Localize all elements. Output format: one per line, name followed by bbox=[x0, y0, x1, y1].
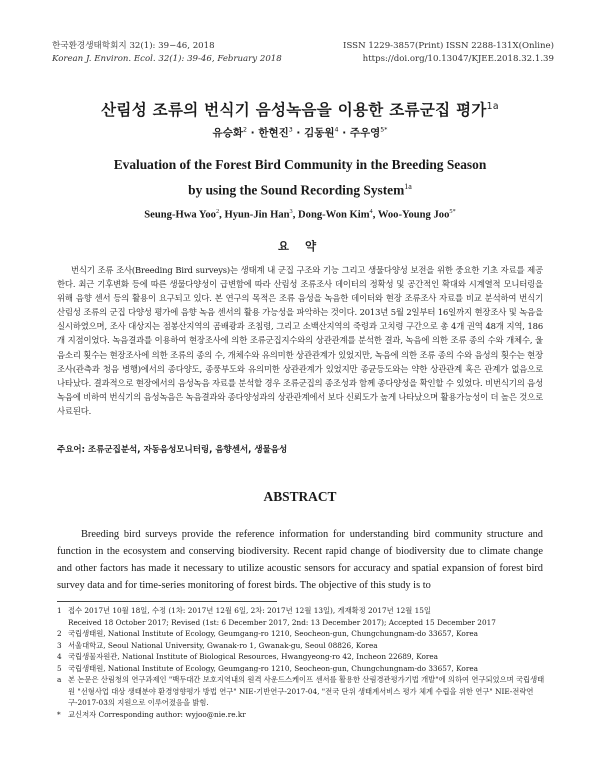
footnote-mark: 2 bbox=[57, 629, 62, 638]
footnote-text[interactable]: 교신저자 Corresponding author: wyjoo@nie.re.kr bbox=[68, 709, 246, 719]
author-separator: · bbox=[342, 127, 347, 139]
author-en-sup: 2 bbox=[215, 208, 220, 215]
footnote-item bbox=[57, 628, 548, 640]
title-english-line2: by using the Sound Recording System bbox=[188, 182, 405, 198]
footnote-mark: 1 bbox=[57, 606, 62, 615]
author-en: Hyun-Jin Han bbox=[224, 209, 290, 221]
title-english-line1: Evaluation of the Forest Bird Community in the Breeding Season bbox=[113, 157, 487, 172]
footnotes bbox=[57, 605, 548, 720]
footnote-item bbox=[57, 640, 548, 652]
footnote-mark: 5 bbox=[57, 663, 62, 673]
author-en-sup: 3 bbox=[289, 208, 293, 215]
footnote-divider bbox=[57, 601, 277, 602]
author-kr: 한현진 bbox=[258, 127, 289, 139]
footnote-item bbox=[57, 651, 548, 663]
journal-name-en: Korean J. Environ. Ecol. 32(1): 39-46, February 2018 bbox=[52, 54, 282, 64]
author-en: Dong-Won Kim bbox=[298, 209, 370, 221]
footnote-text: 서울대학교, Seoul National University, Gwanak-ro 1, Gwanak-gu, Seoul 08826, Korea bbox=[68, 640, 378, 650]
footnote-text: Received 18 October 2017; Revised (1st: 6 December 2017, 2nd: 13 December 2017); Accepted 15 December 2017 bbox=[68, 617, 496, 627]
issn: ISSN 1229-3857(Print) ISSN 2288-131X(Online) bbox=[343, 41, 554, 51]
section-heading-korean: 요 약 bbox=[277, 239, 323, 253]
title-korean bbox=[0, 98, 600, 120]
footnote-item bbox=[57, 605, 548, 628]
footnote-mark: * bbox=[57, 709, 61, 719]
abstract-korean: 번식기 조류 조사(Breeding Bird surveys)는 생태계 내 군집 구조와 기능 그리고 생물다양성 보전을 위한 중요한 기초 자료를 제공한다. 최근 기후변화 등에 따른 생물다양성이 급변함에 따라 산림성 조류조사 데이터의 정확성 및 공간적인 확대와 시계열적 모니터링을 위해 음향 센서 등의 활용이 요구되고 있다. 본 연구의 목적은 조류 음성을 녹음한 데이터와 현장 조류조사 자료를 비교 분석하여 번식기 산림성 조류의 군집 다양성 평가에 음향 녹음 센서의 활용 가능성을 파악하는 것이다. 2013년 5월 2일부터 16일까지 현장조사 및 녹음을 실시하였으며, 조사 대상지는 점봉산지역의 곰배광과 조침령, 그리고 소백산지역의 죽령과 고치령 구간으로 총 4개 권역 48개 지역, 186개 지점이었다. 녹음결과를 이용하여 현장조사에 의한 조류군집지수와의 상관관계를 분석한 결과, 녹음에 의한 조류 종의 수와 개체수, 울음소리 횟수는 현장조사에 의한 조류의 종의 수, 개체수와 유의미한 상관관계가 있었지만, 녹음에 의한 조류 종의 수와 음성의 횟수는 현장조사(관측과 청음 병행)에서의 종다양도, 종풍부도와 유의미한 상관관계가 있었지만 종균등도와는 약한 상관관계 혹은 관계가 없음으로 나타났다. 결과적으로 현장에서의 음성녹음 자료를 분석할 경우 조류군집의 종조성과 함께 종다양성을 확인할 수 있었다. 비번식기의 음성녹음에 비하여 번식기의 음성녹음은 녹음결과와 종다양성과의 상관관계에서 보다 신뢰도가 높게 나타났으며 활용가능성이 더 높은 것으로 사료된다. bbox=[57, 265, 543, 416]
journal-name-kr: 한국환경생태학회지 32(1): 39−46, 2018 bbox=[52, 41, 215, 51]
footnote-text: 국립생태원, National Institute of Ecology, Geumgang-ro 1210, Seocheon-gun, Chungchungnam-do 33657, Korea bbox=[68, 629, 478, 638]
footnote-text: 국립생태원, National Institute of Ecology, Geumgang-ro 1210, Seocheon-gun, Chungchungnam-do 33657, Korea bbox=[68, 663, 478, 673]
author-kr: 김동원 bbox=[304, 127, 335, 139]
footnote-mark: 4 bbox=[57, 652, 62, 661]
author-en-sup: 5* bbox=[449, 208, 456, 215]
footnote-item bbox=[57, 709, 548, 721]
author-separator: · bbox=[250, 127, 255, 139]
author-en: Seung-Hwa Yoo bbox=[144, 209, 216, 221]
footnote-item bbox=[57, 663, 548, 675]
footnote-item bbox=[57, 674, 548, 709]
authors-english: Seung-Hwa Yoo$^2$, Hyun-Jin Han$^3$, Dong-Won Kim$^4$, Woo-Young Joo$^{5*}$ bbox=[144, 208, 456, 221]
footnote-text: 본 논문은 산림청의 연구과제인 "백두대간 보호지역내의 원격 사운드스케이프 센서를 활용한 산림경관평가기법 개발"에 의하여 연구되었으며 국립생태원 "선형사업 대상 생태분야 환경영향평가 방법 연구" NIE-기반연구-2017-04, "전국 단위 생태계서비스 평가 체계 수립을 위한 연구" NIE-전략연구-2017-03의 지원으로 이루어졌음을 밝힘. bbox=[68, 675, 545, 707]
author-en: Woo-Young Joo bbox=[377, 209, 450, 221]
section-heading-english: ABSTRACT bbox=[263, 489, 337, 504]
authors-korean bbox=[0, 125, 600, 140]
author-kr-sup: 3 bbox=[288, 126, 293, 134]
author-kr: 유승화 bbox=[212, 127, 243, 139]
footnote-text: 접수 2017년 10월 18일, 수정 (1차: 2017년 12월 6일, 2차: 2017년 12월 13일), 게재확정 2017년 12월 15일 bbox=[68, 606, 431, 615]
footnote-mark: 3 bbox=[57, 640, 62, 650]
author-kr-sup: 5* bbox=[380, 126, 388, 134]
title-english-sup: 1a bbox=[404, 182, 412, 191]
author-en-sup: 4 bbox=[369, 208, 373, 215]
author-kr-sup: 2 bbox=[242, 126, 247, 134]
author-kr-sup: 4 bbox=[334, 126, 339, 134]
abstract-english: Breeding bird surveys provide the reference information for understanding bird community structure and function in the ecosystem and conserving biodiversity. Recent rapid change of biodiversity due to climate change and other factors has made it necessary to utilize acoustic sensors for accuracy and spatial expansion of forest bird survey data and for time-series monitoring of forest birds. The objective of this study is to bbox=[57, 529, 543, 591]
title-korean-text: 산림성 조류의 번식기 음성녹음을 이용한 조류군집 평가 bbox=[101, 101, 487, 119]
title-korean-sup: 1a bbox=[486, 100, 499, 112]
author-kr: 주우영 bbox=[349, 127, 381, 139]
doi-link[interactable]: https://doi.org/10.13047/KJEE.2018.32.1.39 bbox=[362, 54, 554, 64]
author-separator: · bbox=[296, 127, 301, 139]
footnote-mark: a bbox=[57, 675, 62, 684]
footnote-text: 국립생물자원관, National Institute of Biological Resources, Hwangyeong-ro 42, Incheon 22689, Korea bbox=[68, 652, 439, 661]
keywords-korean: 주요어: 조류군집분석, 자동음성모니터링, 음향센서, 생물음성 bbox=[57, 445, 288, 455]
title-english bbox=[0, 154, 600, 201]
